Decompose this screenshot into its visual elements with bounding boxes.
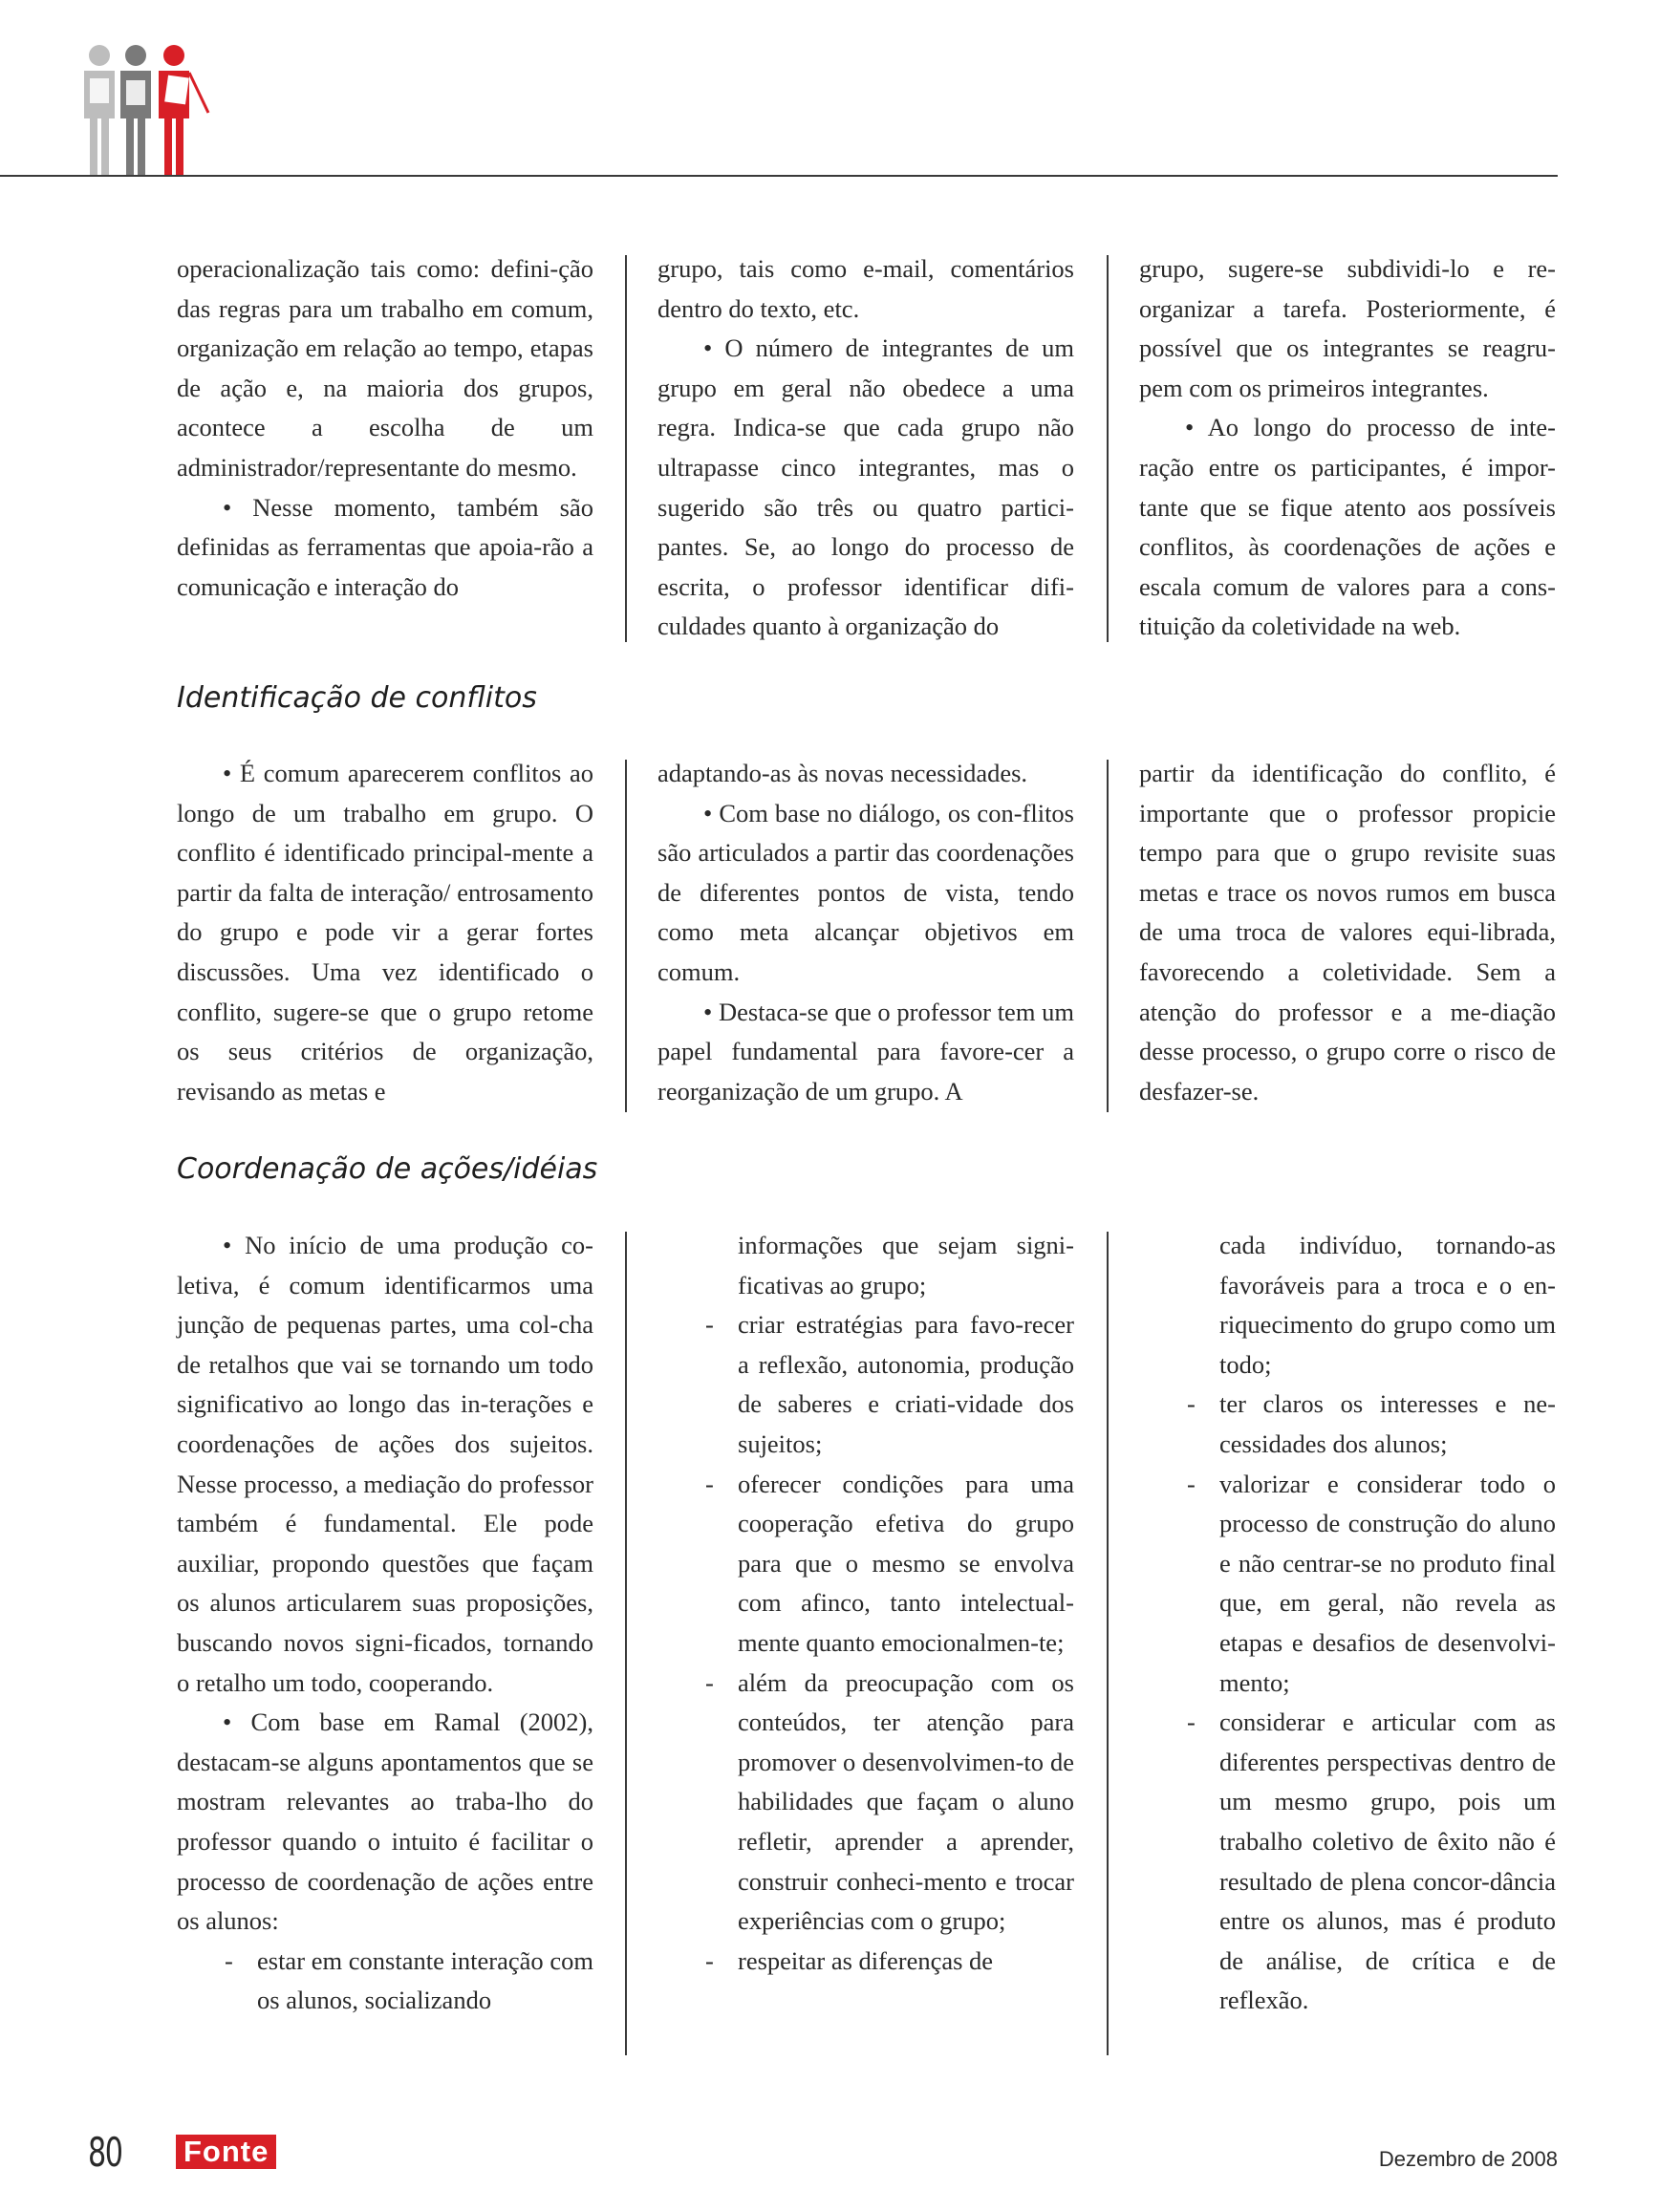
column-divider	[1107, 1232, 1109, 2055]
column-divider	[1107, 255, 1109, 642]
paragraph: adaptando-as às novas necessidades.	[657, 759, 1028, 787]
page-number: 80	[88, 2129, 122, 2176]
conflitos-section	[177, 754, 1560, 1117]
list-item-continuation: informações que sejam signi-ficativas ao grupo;	[738, 1231, 1074, 1299]
paragraph: grupo, tais como e-mail, comentários dentro do texto, etc.	[657, 254, 1074, 323]
dash-list	[177, 1942, 593, 2021]
paragraph: • Com base no diálogo, os con-flitos são articulados a partir das coordenações de diferentes pontos de vista, tendo como meta alcançar objetivos em comum.	[657, 798, 1074, 986]
intro-column-1	[177, 249, 593, 607]
list-item: - considerar e articular com as diferentes perspectivas dentro de um mesmo grupo, pois um trabalho coletivo de êxito não é resultado de plena concor-dância entre os alunos, mas é produto de análise, de crítica e de reflexão.	[1139, 1703, 1556, 2021]
conflitos-column-3	[1139, 754, 1556, 1111]
paragraph: grupo, sugere-se subdividi-lo e re-organizar a tarefa. Posteriormente, é possível que os integrantes se reagru-pem com os primeiros integrantes.	[1139, 254, 1556, 402]
conflitos-column-2	[657, 754, 1074, 1111]
paragraph: • O número de integrantes de um grupo em geral não obedece a uma regra. Indica-se que cada grupo não ultrapasse cinco integrantes, mas o sugerido são três ou quatro partici-pantes. Se, ao longo do processo de escrita, o professor identificar difi-culdades quanto à organização do	[657, 333, 1074, 641]
coordenacao-column-2	[657, 1226, 1074, 1981]
list-item: - oferecer condições para uma cooperação efetiva do grupo para que o mesmo se envolva com afinco, tanto intelectual-mente quanto emocionalmen-te;	[657, 1465, 1074, 1664]
magazine-logo: Fonte	[176, 2135, 276, 2169]
issue-date: Dezembro de 2008	[1378, 2147, 1558, 2171]
list-item: - respeitar as diferenças de	[657, 1942, 1074, 1982]
column-divider	[625, 255, 627, 642]
list-item: - ter claros os interesses e ne-cessidades dos alunos;	[1139, 1385, 1556, 1464]
three-people-logo-icon	[78, 44, 218, 178]
paragraph: • É comum aparecerem conflitos ao longo de um trabalho em grupo. O conflito é identificado principal-mente a partir da falta de interação/ entrosamento do grupo e pode vir a gerar fortes discussões. Uma vez identificado o conflito, sugere-se que o grupo retome os seus critérios de organização, revisando as metas e	[177, 759, 593, 1106]
intro-column-2	[657, 249, 1074, 647]
dash-list	[1139, 1385, 1556, 2021]
paragraph: operacionalização tais como: defini-ção das regras para um trabalho em comum, organização em relação ao tempo, etapas de ação e, na maioria dos grupos, acontece a escolha de um administrador/representante do mesmo.	[177, 254, 593, 482]
column-divider	[625, 1232, 627, 2055]
list-item: - estar em constante interação com os alunos, socializando	[177, 1942, 593, 2021]
intro-column-3	[1139, 249, 1556, 647]
intro-section	[177, 249, 1560, 643]
coordenacao-column-1	[177, 1226, 593, 2021]
list-item: - além da preocupação com os conteúdos, ter atenção para promover o desenvolvimen-to de habilidades que façam o aluno refletir, aprender a aprender, construir conheci-mento e trocar experiências com o grupo;	[657, 1664, 1074, 1942]
paragraph: • No início de uma produção co-letiva, é comum identificarmos uma junção de pequenas partes, uma col-cha de retalhos que vai se tornando um todo significativo ao longo das in-terações e coordenações de ações dos sujeitos. Nesse processo, a mediação do professor também é fundamental. Ele pode auxiliar, propondo questões que façam os alunos articularem suas proposições, buscando novos signi-ficados, tornando o retalho um todo, cooperando.	[177, 1231, 593, 1697]
list-item: - criar estratégias para favo-recer a reflexão, autonomia, produção de saberes e criati-vidade dos sujeitos;	[657, 1305, 1074, 1464]
section-heading-conflitos: Identificação de conflitos	[177, 681, 537, 715]
paragraph: • Destaca-se que o professor tem um papel fundamental para favore-cer a reorganização de um grupo. A	[657, 997, 1074, 1106]
list-item-continuation: cada indivíduo, tornando-as favoráveis para a troca e o en-riquecimento do grupo como um todo;	[1219, 1231, 1556, 1379]
paragraph: partir da identificação do conflito, é importante que o professor propicie tempo para que o grupo revisite suas metas e trace os novos rumos em busca de uma troca de valores equi-librada, favorecendo a coletividade. Sem a atenção do professor e a me-diação desse processo, o grupo corre o risco de desfazer-se.	[1139, 759, 1556, 1106]
dash-list	[657, 1305, 1074, 1981]
section-heading-coordenacao: Coordenação de ações/idéias	[177, 1152, 598, 1186]
coordenacao-section	[177, 1226, 1560, 2067]
paragraph: • Ao longo do processo de inte-ração entre os participantes, é impor-tante que se fique atento aos possíveis conflitos, às coordenações de ações e escala comum de valores para a cons-tituição da coletividade na web.	[1139, 413, 1556, 641]
conflitos-column-1	[177, 754, 593, 1111]
coordenacao-column-3	[1139, 1226, 1556, 2021]
header-rule	[0, 175, 1558, 177]
column-divider	[1107, 760, 1109, 1112]
list-item: - valorizar e considerar todo o processo de construção do aluno e não centrar-se no produto final que, em geral, não revela as etapas e desafios de desenvolvi-mento;	[1139, 1465, 1556, 1704]
column-divider	[625, 760, 627, 1112]
paragraph: • Nesse momento, também são definidas as ferramentas que apoia-rão a comunicação e interação do	[177, 492, 593, 601]
paragraph: • Com base em Ramal (2002), destacam-se alguns apontamentos que se mostram relevantes ao traba-lho do professor quando o intuito é facilitar o processo de coordenação de ações entre os alunos:	[177, 1707, 593, 1936]
